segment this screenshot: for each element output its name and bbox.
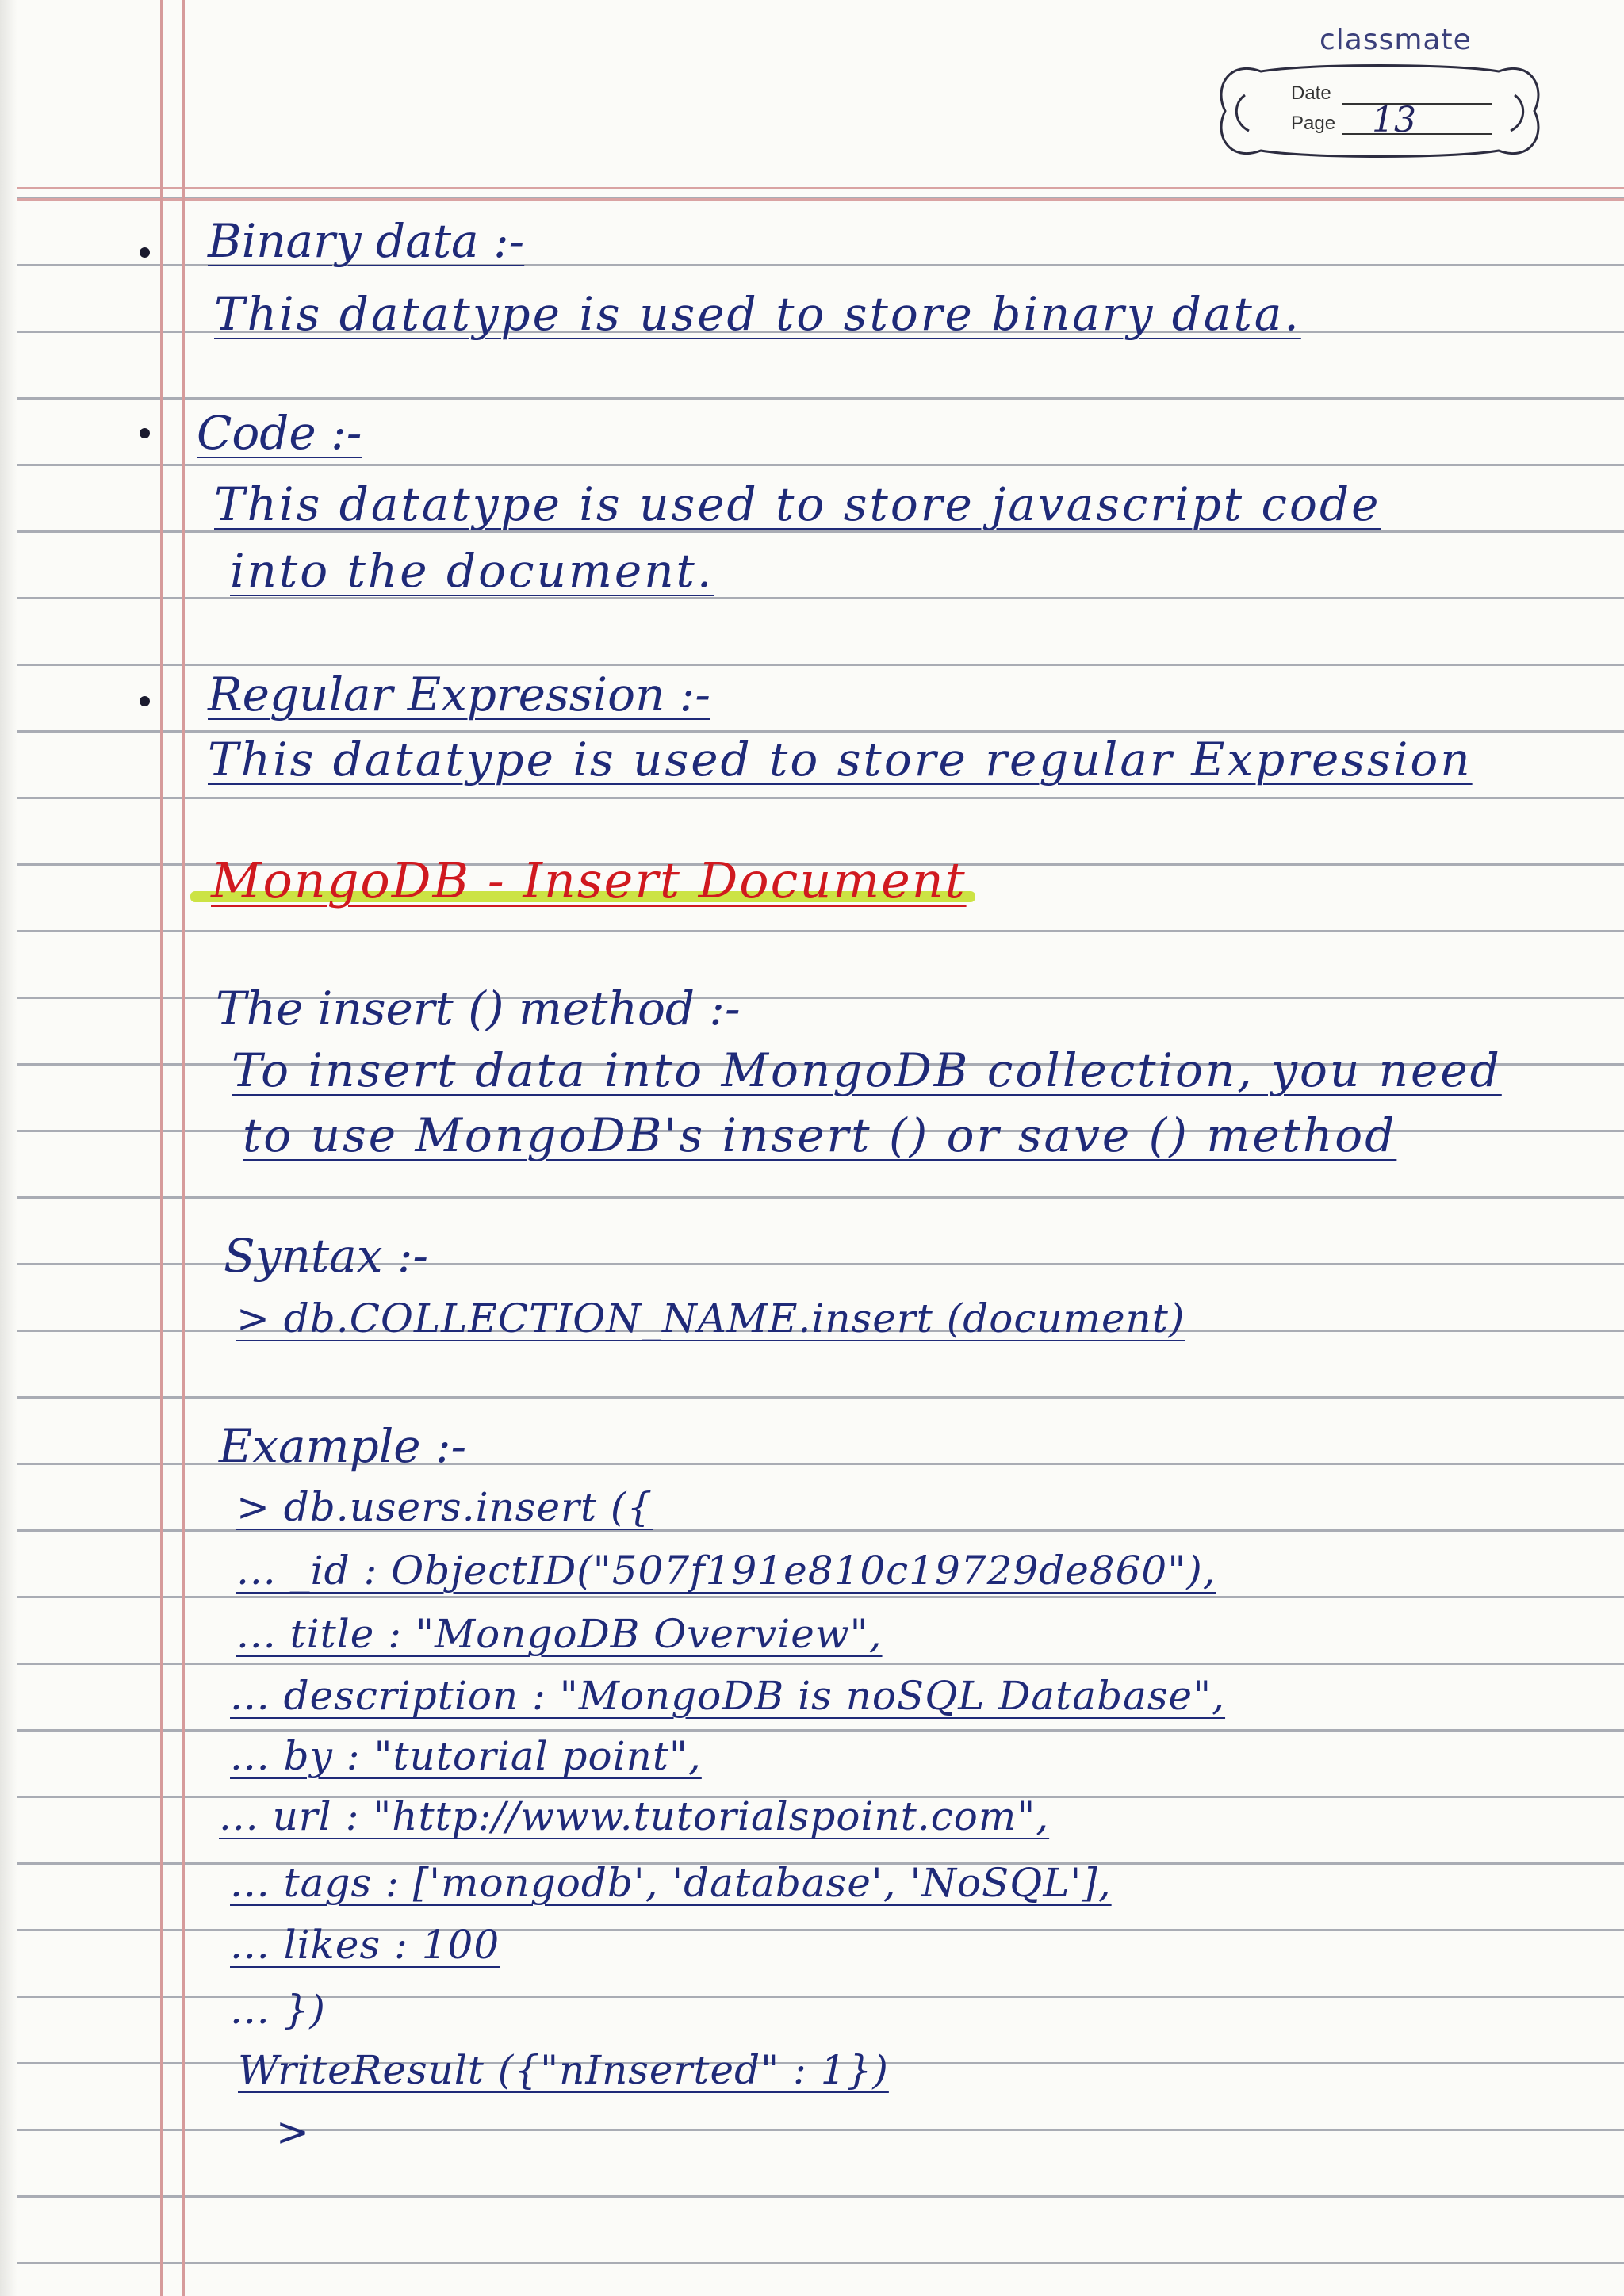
example-line: ... title : "MongoDB Overview", (236, 1611, 883, 1657)
page-label: Page (1291, 113, 1336, 134)
text-regular-expression: This datatype is used to store regular Expression (208, 733, 1473, 786)
heading-syntax: Syntax :- (224, 1229, 429, 1283)
example-line: ... }) (230, 1987, 326, 2033)
text-insert-line-2: to use MongoDB's insert () or save () method (243, 1108, 1397, 1162)
example-line: > db.users.insert ({ (236, 1484, 653, 1530)
example-line: ... tags : ['mongodb', 'database', 'NoSQL'], (230, 1860, 1112, 1906)
example-line: ... url : "http://www.tutorialspoint.com", (219, 1793, 1050, 1839)
page-number: 13 (1372, 100, 1416, 140)
text-binary-data: This datatype is used to store binary data. (214, 287, 1301, 341)
text-code-line-2: into the document. (230, 544, 714, 598)
page-line (1342, 133, 1492, 135)
header-rule-top (0, 187, 1624, 189)
syntax-command: > db.COLLECTION_NAME.insert (document) (236, 1295, 1185, 1341)
example-line: ... likes : 100 (230, 1922, 500, 1968)
header-rule-bottom (0, 198, 1624, 201)
heading-binary-data: Binary data :- (208, 214, 525, 268)
heading-insert-method: The insert () method :- (216, 982, 741, 1035)
bullet-regex (140, 696, 150, 706)
heading-regular-expression: Regular Expression :- (208, 668, 710, 721)
example-line: ... description : "MongoDB is noSQL Database", (230, 1673, 1226, 1719)
title-insert-document: MongoDB - Insert Document (211, 851, 967, 909)
heading-code: Code :- (197, 406, 362, 460)
example-result: WriteResult ({"nInserted" : 1}) (238, 2047, 889, 2093)
text-code-line-1: This datatype is used to store javascript code (214, 477, 1381, 531)
margin-line-left (160, 0, 163, 2296)
margin-line-right (182, 0, 185, 2296)
date-label: Date (1291, 82, 1331, 104)
text-insert-line-1: To insert data into MongoDB collection, you need (232, 1043, 1502, 1097)
example-line: ... by : "tutorial point", (230, 1733, 702, 1779)
brand-logo-text: classmate (1320, 24, 1472, 56)
bullet-code (140, 428, 150, 438)
brand-box (1213, 24, 1546, 166)
date-line (1342, 103, 1492, 105)
example-prompt: > (276, 2109, 310, 2155)
page-binding-edge (0, 0, 17, 2296)
bullet-binary (140, 247, 150, 258)
heading-example: Example :- (219, 1419, 467, 1473)
example-line: ... _id : ObjectID("507f191e810c19729de860"), (236, 1548, 1216, 1594)
